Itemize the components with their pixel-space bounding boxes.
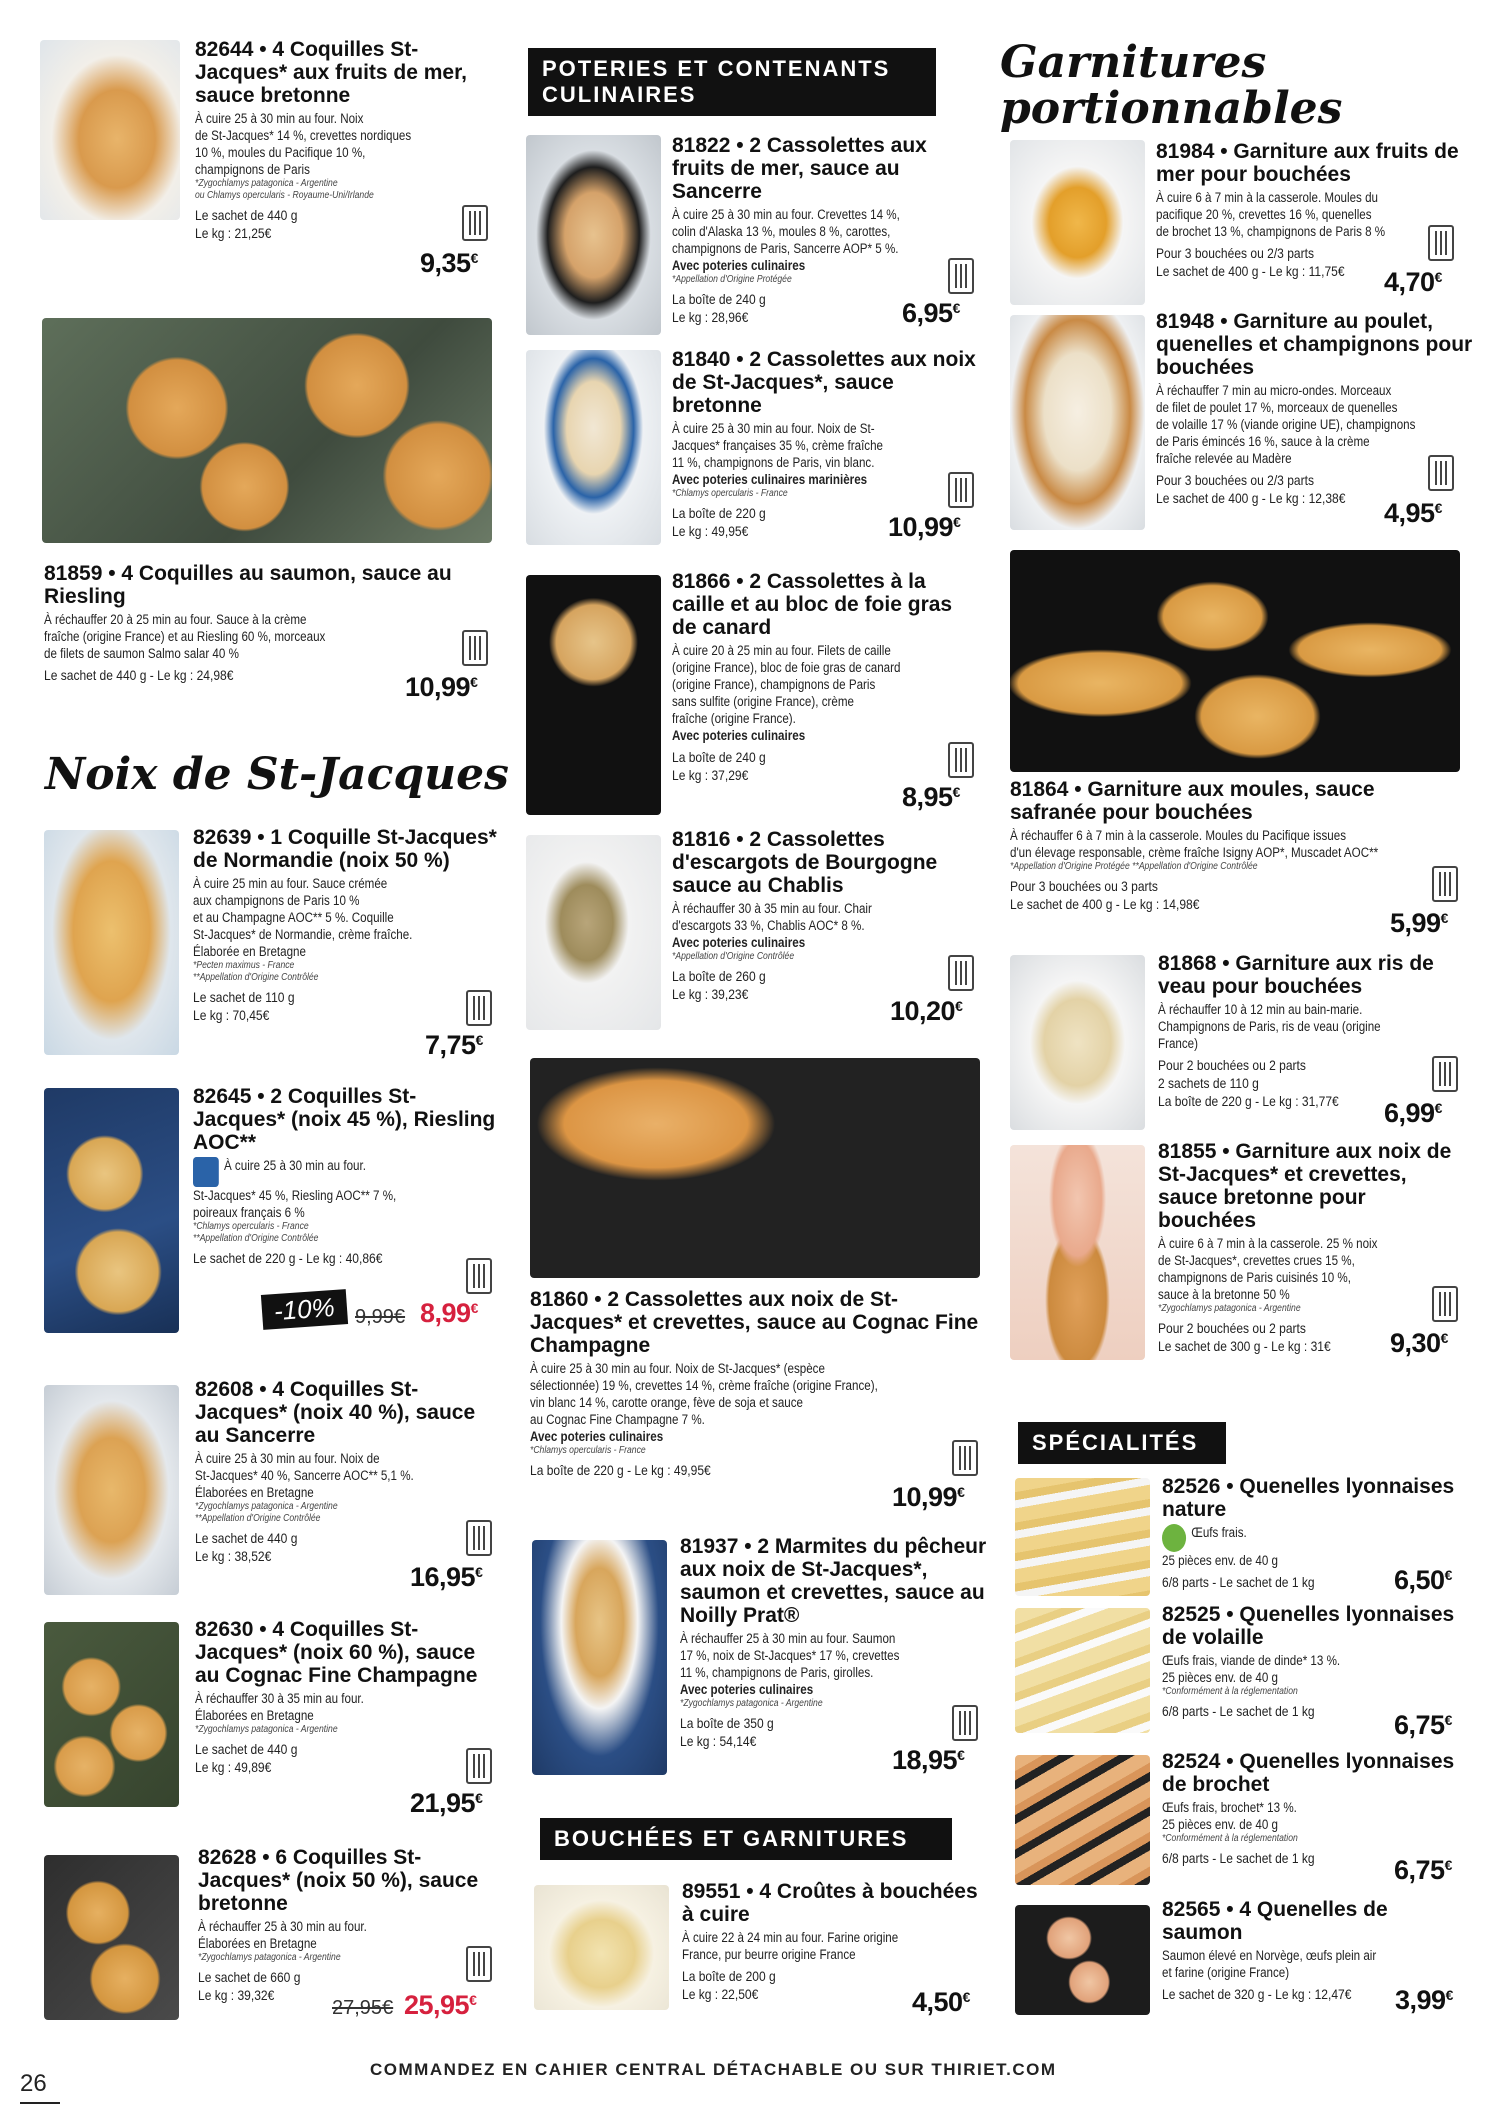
product-pottery-note: Avec poteries culinaires: [672, 935, 806, 950]
product-notes: *Chlamys opercularis - France: [530, 1445, 646, 1456]
product-photo: [1010, 955, 1145, 1130]
fork-knife-oven-icon: [1428, 455, 1454, 491]
product-pack: Le sachet de 110 g Le kg : 70,45€: [193, 989, 295, 1023]
product-price: 5,99€: [1390, 908, 1448, 938]
product-price: 4,95€: [1384, 498, 1442, 528]
product-description: À réchauffer 25 à 30 min au four. Élaborées en Bretagne: [198, 1919, 367, 1951]
product-price: 9,35€: [420, 248, 478, 278]
product-82608: [195, 1378, 505, 1565]
product-notes: *Appellation d'Origine Protégée: [672, 274, 792, 285]
product-pack: Pour 3 bouchées ou 2/3 parts Le sachet de 400 g - Le kg : 12,38€: [1156, 472, 1346, 506]
product-price: 6,50€: [1394, 1565, 1452, 1595]
product-81984: [1156, 140, 1466, 280]
discount-badge: -10%: [261, 1289, 348, 1330]
product-photo: [526, 575, 661, 815]
product-description: À réchauffer 10 à 12 min au bain-marie. Champignons de Paris, ris de veau (origine France): [1158, 1002, 1381, 1051]
product-notes: *Appellation d'Origine Contrôlée: [672, 951, 795, 962]
product-notes: *Conformément à la réglementation: [1162, 1686, 1298, 1697]
product-notes: *Chlamys opercularis - France: [672, 488, 788, 499]
product-price: 4,70€: [1384, 267, 1442, 297]
product-photo: [1015, 1608, 1150, 1733]
product-photo: [44, 1855, 179, 2020]
product-pack: La boîte de 260 g Le kg : 39,23€: [672, 968, 766, 1002]
product-description: À cuire 25 à 30 min au four. St-Jacques* 45 %, Riesling AOC** 7 %, poireaux français 6 %: [193, 1158, 397, 1220]
fork-knife-oven-icon: [1432, 1056, 1458, 1092]
product-82628: [198, 1846, 508, 2004]
product-title: 82526 • Quenelles lyonnaises nature: [1162, 1475, 1455, 1521]
old-price: 9,99€: [355, 1306, 406, 1328]
product-title: 81866 • 2 Cassolettes à la caille et au bloc de foie gras de canard: [672, 570, 953, 639]
product-title: 82639 • 1 Coquille St-Jacques* de Normandie (noix 50 %): [193, 826, 497, 872]
product-price: 8,95€: [902, 782, 960, 812]
fork-knife-oven-icon: [462, 205, 488, 241]
fork-knife-oven-icon: [466, 990, 492, 1026]
fork-knife-oven-icon: [466, 1258, 492, 1294]
product-description: À réchauffer 25 à 30 min au four. Saumon 17 %, noix de St-Jacques* 17 %, crevettes 11 %, champignons de Paris, girolles.: [680, 1631, 900, 1680]
product-82524: [1162, 1750, 1462, 1867]
product-pack: Le sachet de 320 g - Le kg : 12,47€: [1162, 1986, 1352, 2002]
section-banner-poteries: POTERIES ET CONTENANTS CULINAIRES: [528, 48, 936, 116]
product-photo: [42, 318, 492, 543]
product-notes: *Zygochlamys patagonica - Argentine: [1158, 1303, 1301, 1314]
product-price: 25,95€: [404, 1990, 477, 2020]
product-notes: *Zygochlamys patagonica - Argentine: [195, 1724, 338, 1735]
product-81855: [1158, 1140, 1468, 1355]
fork-knife-oven-icon: [466, 1946, 492, 1982]
product-photo: [1010, 140, 1145, 305]
product-notes: *Zygochlamys patagonica - Argentine: [198, 1952, 341, 1963]
product-description: À réchauffer 6 à 7 min à la casserole. Moules du Pacifique issues d'un élevage responsable, crème fraîche Isigny AOP*, Muscadet AOC**: [1010, 828, 1379, 860]
product-title: 82645 • 2 Coquilles St-Jacques* (noix 45 %), Riesling AOC**: [193, 1085, 496, 1154]
product-price: 7,75€: [425, 1030, 483, 1060]
product-photo: [1015, 1478, 1150, 1596]
product-title: 82524 • Quenelles lyonnaises de brochet: [1162, 1750, 1455, 1796]
product-photo: [1010, 1145, 1145, 1360]
product-pack: Le sachet de 440 g Le kg : 38,52€: [195, 1530, 298, 1564]
product-81816: [672, 828, 982, 1003]
product-price: 10,99€: [405, 672, 478, 702]
product-price: 10,99€: [888, 512, 961, 542]
product-price: 18,95€: [892, 1745, 965, 1775]
section-title-garnitures: Garnitures portionnables: [1000, 37, 1343, 134]
product-pack: La boîte de 240 g Le kg : 28,96€: [672, 291, 766, 325]
product-title: 81864 • Garniture aux moules, sauce safranée pour bouchées: [1010, 778, 1375, 824]
product-pack: Le sachet de 220 g - Le kg : 40,86€: [193, 1250, 383, 1266]
product-description: À réchauffer 20 à 25 min au four. Sauce à la crème fraîche (origine France) et au Riesling 60 %, morceaux de filets de saumon Salmo salar 40 %: [44, 612, 326, 661]
fork-knife-oven-icon: [952, 1440, 978, 1476]
product-price: 9,30€: [1390, 1328, 1448, 1358]
product-pack: Le sachet de 440 g Le kg : 21,25€: [195, 207, 298, 241]
product-title: 82525 • Quenelles lyonnaises de volaille: [1162, 1603, 1455, 1649]
product-price: 6,99€: [1384, 1098, 1442, 1128]
product-pack: Le sachet de 440 g Le kg : 49,89€: [195, 1741, 298, 1775]
green-label-icon: [1162, 1524, 1186, 1552]
product-description: À cuire 6 à 7 min à la casserole. Moules du pacifique 20 %, crevettes 16 %, quenelles de brochet 13 %, champignons de Paris 8 %: [1156, 190, 1386, 239]
product-pottery-note: Avec poteries culinaires: [680, 1682, 814, 1697]
page-number: 26: [20, 2070, 47, 2097]
product-pack: 6/8 parts - Le sachet de 1 kg: [1162, 1850, 1315, 1866]
product-price: 6,75€: [1394, 1855, 1452, 1885]
product-description: Saumon élevé en Norvège, œufs plein air et farine (origine France): [1162, 1948, 1377, 1980]
fork-knife-oven-icon: [1428, 225, 1454, 261]
product-pottery-note: Avec poteries culinaires marinières: [672, 472, 868, 487]
product-photo: [44, 1385, 179, 1595]
product-81868: [1158, 952, 1458, 1110]
product-title: 82630 • 4 Coquilles St-Jacques* (noix 60 %), sauce au Cognac Fine Champagne: [195, 1618, 478, 1687]
product-pottery-note: Avec poteries culinaires: [530, 1429, 664, 1444]
product-82525: [1162, 1603, 1462, 1720]
product-photo: [1010, 315, 1145, 530]
product-notes: *Zygochlamys patagonica - Argentine **Appellation d'Origine Contrôlée: [195, 1501, 338, 1524]
product-81866: [672, 570, 982, 784]
product-title: 81948 • Garniture au poulet, quenelles et champignons pour bouchées: [1156, 310, 1473, 379]
fork-knife-oven-icon: [1432, 1286, 1458, 1322]
product-title: 81855 • Garniture aux noix de St-Jacques* et crevettes, sauce bretonne pour bouchées: [1158, 1140, 1452, 1232]
product-description: À cuire 25 à 30 min au four. Noix de St- Jacques* françaises 35 %, crème fraîche 11 %, champignons de Paris, vin blanc.: [672, 421, 884, 470]
product-notes: *Zygochlamys patagonica - Argentine ou Chlamys opercularis - Royaume-Uni/Irlande: [195, 178, 374, 201]
product-title: 82628 • 6 Coquilles St-Jacques* (noix 50 %), sauce bretonne: [198, 1846, 479, 1915]
product-description: À cuire 25 à 30 min au four. Noix de St-Jacques* (espèce sélectionnée) 19 %, crevettes 14 %, crème fraîche (origine France), vin blanc 14 %, carotte orange, fève de soja et sauce au Cognac Fine Champagne 7 %.: [530, 1361, 878, 1427]
product-notes: *Chlamys opercularis - France **Appellation d'Origine Contrôlée: [193, 1221, 319, 1244]
section-banner-bouchees: BOUCHÉES ET GARNITURES: [540, 1818, 952, 1860]
product-pack: La boîte de 220 g - Le kg : 49,95€: [530, 1462, 711, 1478]
product-82630: [195, 1618, 505, 1776]
product-pottery-note: Avec poteries culinaires: [672, 258, 806, 273]
product-pack: La boîte de 220 g Le kg : 49,95€: [672, 505, 766, 539]
product-82639: [193, 826, 503, 1024]
fork-knife-oven-icon: [948, 742, 974, 778]
product-pack: 6/8 parts - Le sachet de 1 kg: [1162, 1574, 1315, 1590]
product-photo: [530, 1058, 980, 1278]
product-photo: [44, 830, 179, 1055]
product-description: À cuire 25 à 30 min au four. Noix de St-Jacques* 14 %, crevettes nordiques 10 %, moules du Pacifique 10 %, champignons de Paris: [195, 111, 412, 177]
product-pack: Le sachet de 660 g Le kg : 39,32€: [198, 1969, 301, 2003]
fork-knife-oven-icon: [462, 630, 488, 666]
product-pottery-note: Avec poteries culinaires: [672, 728, 806, 743]
product-price: 16,95€: [410, 1562, 483, 1592]
fork-knife-oven-icon: [466, 1520, 492, 1556]
old-price: 27,95€: [332, 1997, 394, 2019]
product-description: À cuire 20 à 25 min au four. Filets de caille (origine France), bloc de foie gras de canard (origine France), champignons de Paris sans sulfite (origine France), crème fraîche (origine France).: [672, 643, 901, 726]
product-pack: Pour 2 bouchées ou 2 parts Le sachet de 300 g - Le kg : 31€: [1158, 1320, 1331, 1354]
section-banner-specialites: SPÉCIALITÉS: [1018, 1422, 1226, 1464]
product-89551: [682, 1880, 982, 2003]
product-description: Œufs frais, viande de dinde* 13 %. 25 pièces env. de 40 g: [1162, 1653, 1341, 1685]
product-description: À cuire 25 min au four. Sauce crémée aux champignons de Paris 10 % et au Champagne AOC** 5 %. Coquille St-Jacques* de Normandie, crème fraîche. Élaborée en Bretagne: [193, 876, 413, 959]
product-description: À réchauffer 30 à 35 min au four. Élaborées en Bretagne: [195, 1691, 364, 1723]
product-title: 82565 • 4 Quenelles de saumon: [1162, 1898, 1388, 1944]
product-description: À réchauffer 30 à 35 min au four. Chair d'escargots 33 %, Chablis AOC* 8 %.: [672, 901, 872, 933]
product-pack: La boîte de 240 g Le kg : 37,29€: [672, 749, 766, 783]
product-82645: [193, 1085, 503, 1267]
fork-knife-oven-icon: [1432, 866, 1458, 902]
product-price: 21,95€: [410, 1788, 483, 1818]
product-title: 81860 • 2 Cassolettes aux noix de St-Jacques* et crevettes, sauce au Cognac Fine Champagne: [530, 1288, 979, 1357]
product-notes: *Pecten maximus - France **Appellation d'Origine Contrôlée: [193, 960, 319, 983]
product-photo: [526, 135, 661, 335]
fork-knife-oven-icon: [948, 955, 974, 991]
product-price: 4,50€: [912, 1987, 970, 2017]
product-photo: [526, 835, 661, 1030]
product-photo: [526, 350, 661, 545]
product-price: 10,99€: [892, 1482, 965, 1512]
product-photo: [44, 1088, 179, 1333]
product-title: 82644 • 4 Coquilles St-Jacques* aux fruits de mer, sauce bretonne: [195, 38, 467, 107]
product-price: 8,99€: [420, 1298, 478, 1328]
product-description: Œufs frais. 25 pièces env. de 40 g: [1162, 1525, 1278, 1568]
product-photo: [44, 1622, 179, 1807]
product-title: 82608 • 4 Coquilles St-Jacques* (noix 40 %), sauce au Sancerre: [195, 1378, 476, 1447]
product-photo: [532, 1540, 667, 1775]
product-photo: [1010, 550, 1460, 772]
product-title: 81984 • Garniture aux fruits de mer pour bouchées: [1156, 140, 1459, 186]
product-notes: *Zygochlamys patagonica - Argentine: [680, 1698, 823, 1709]
fork-knife-oven-icon: [948, 472, 974, 508]
footer-order-text: COMMANDEZ EN CAHIER CENTRAL DÉTACHABLE OU SUR THIRIET.COM: [370, 2060, 1057, 2079]
product-price: 10,20€: [890, 996, 963, 1026]
section-title-noix: Noix de St-Jacques: [45, 749, 509, 800]
fork-knife-oven-icon: [952, 1705, 978, 1741]
product-pack: La boîte de 350 g Le kg : 54,14€: [680, 1715, 774, 1749]
product-description: Œufs frais, brochet* 13 %. 25 pièces env. de 40 g: [1162, 1800, 1297, 1832]
product-photo: [1015, 1905, 1150, 2015]
product-price: 6,95€: [902, 298, 960, 328]
product-description: À cuire 6 à 7 min à la casserole. 25 % noix de St-Jacques*, crevettes crues 15 %, champignons de Paris cuisinés 10 %, sauce à la bretonne 50 %: [1158, 1236, 1378, 1302]
product-description: À cuire 22 à 24 min au four. Farine origine France, pur beurre origine France: [682, 1930, 899, 1962]
product-title: 81868 • Garniture aux ris de veau pour bouchées: [1158, 952, 1434, 998]
product-title: 81937 • 2 Marmites du pêcheur aux noix de St-Jacques*, saumon et crevettes, sauce au Noilly Prat®: [680, 1535, 987, 1627]
product-photo: [1015, 1755, 1150, 1885]
product-photo: [534, 1885, 669, 2010]
product-pack: Pour 2 bouchées ou 2 parts 2 sachets de 110 g La boîte de 220 g - Le kg : 31,77€: [1158, 1057, 1339, 1109]
product-title: 81859 • 4 Coquilles au saumon, sauce au Riesling: [44, 562, 452, 608]
product-81864: [1010, 778, 1460, 913]
product-82644: [195, 38, 505, 242]
product-description: À cuire 25 à 30 min au four. Crevettes 14 %, colin d'Alaska 13 %, moules 8 %, carottes, champignons de Paris, Sancerre AOP* 5 %.: [672, 207, 900, 256]
product-title: 81840 • 2 Cassolettes aux noix de St-Jacques*, sauce bretonne: [672, 348, 976, 417]
product-81859: [44, 562, 464, 684]
product-notes: *Appellation d'Origine Protégée **Appellation d'Origine Contrôlée: [1010, 861, 1258, 872]
product-description: À cuire 25 à 30 min au four. Noix de St-Jacques* 40 %, Sancerre AOC** 5,1 %. Élaborées en Bretagne: [195, 1451, 414, 1500]
product-pack: Le sachet de 440 g - Le kg : 24,98€: [44, 667, 234, 683]
product-81937: [680, 1535, 990, 1750]
product-title: 89551 • 4 Croûtes à bouchées à cuire: [682, 1880, 978, 1926]
product-pack: Pour 3 bouchées ou 3 parts Le sachet de 400 g - Le kg : 14,98€: [1010, 878, 1200, 912]
product-title: 81822 • 2 Cassolettes aux fruits de mer, sauce au Sancerre: [672, 134, 927, 203]
fork-knife-oven-icon: [948, 258, 974, 294]
product-price: 6,75€: [1394, 1710, 1452, 1740]
product-photo: [40, 40, 180, 220]
product-title: 81816 • 2 Cassolettes d'escargots de Bourgogne sauce au Chablis: [672, 828, 938, 897]
fork-knife-oven-icon: [466, 1748, 492, 1784]
product-81860: [530, 1288, 980, 1479]
product-pack: Pour 3 bouchées ou 2/3 parts Le sachet de 400 g - Le kg : 11,75€: [1156, 245, 1345, 279]
product-pack: 6/8 parts - Le sachet de 1 kg: [1162, 1703, 1315, 1719]
msc-label-icon: [193, 1157, 219, 1187]
product-notes: *Conformément à la réglementation: [1162, 1833, 1298, 1844]
product-price: 3,99€: [1395, 1985, 1453, 2015]
product-pack: La boîte de 200 g Le kg : 22,50€: [682, 1968, 776, 2002]
product-description: À réchauffer 7 min au micro-ondes. Morceaux de filet de poulet 17 %, morceaux de quenelles de volaille 17 % (viande origine UE), champignons de Paris émincés 16 %, sauce à la crème fraîche relevée au Madère: [1156, 383, 1416, 466]
